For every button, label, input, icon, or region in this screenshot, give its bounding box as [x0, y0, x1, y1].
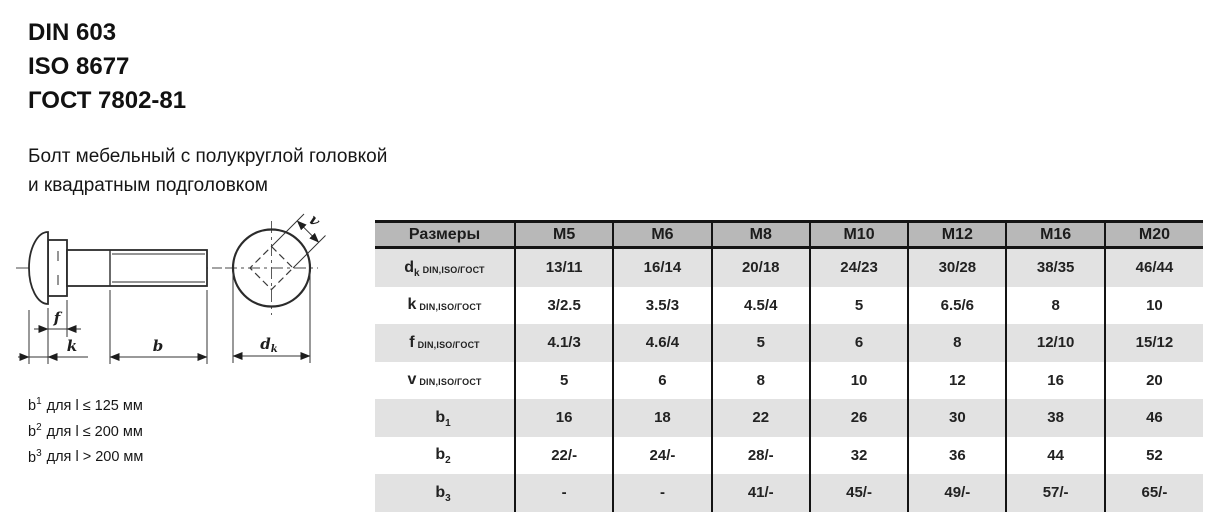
table-cell: 6 [613, 362, 711, 400]
table-cell: 10 [810, 362, 908, 400]
table-cell: 22 [712, 399, 810, 437]
standard-din: DIN 603 [28, 19, 117, 46]
table-cell: 10 [1105, 287, 1203, 325]
table-cell: 52 [1105, 437, 1203, 475]
table-cell: 8 [1006, 287, 1104, 325]
bolt-head-dome [29, 232, 48, 304]
table-cell: 4.1/3 [515, 324, 613, 362]
dimension-label-b: b [152, 337, 164, 355]
table-header-row [375, 222, 1203, 248]
table-cell: 32 [810, 437, 908, 475]
table-cell: 4.5/4 [712, 287, 810, 325]
table-cell: 44 [1006, 437, 1104, 475]
table-cell: 49/- [908, 474, 1006, 512]
front-view-dimensions [233, 214, 326, 363]
table-cell: 24/- [613, 437, 711, 475]
column-header-m8: M8 [712, 222, 810, 248]
table-cell: 46 [1105, 399, 1203, 437]
table-cell: 5 [515, 362, 613, 400]
table-cell: 30 [908, 399, 1006, 437]
table-cell: 28/- [712, 437, 810, 475]
table-cell: 22/- [515, 437, 613, 475]
table-cell: 18 [613, 399, 711, 437]
table-cell: 5 [810, 287, 908, 325]
row-label: v DIN,ISO/ГОСТ [407, 371, 482, 389]
table-cell: 13/11 [515, 248, 613, 287]
table-cell: 30/28 [908, 248, 1006, 287]
column-header-m16: M16 [1006, 222, 1104, 248]
dimension-label-dk: $d_k$ [260, 335, 278, 355]
row-label: $b_2$ [435, 446, 451, 467]
table-cell: 41/- [712, 474, 810, 512]
table-cell: 38/35 [1006, 248, 1104, 287]
footnote-b3: $b^3$ для l > 200 мм [28, 447, 144, 466]
column-header-m12: M12 [908, 222, 1006, 248]
table-cell: 45/- [810, 474, 908, 512]
table-cell: 36 [908, 437, 1006, 475]
column-header-m5: M5 [515, 222, 613, 248]
standard-gost: ГОСТ 7802-81 [28, 87, 187, 114]
table-row-v [375, 362, 1203, 400]
bolt-front-view [225, 221, 318, 315]
square-neck [48, 240, 67, 296]
table-row-k [375, 287, 1203, 325]
dimensions-table [375, 220, 1203, 512]
table-row-b1 [375, 399, 1203, 437]
footnote-b1: $b^1$ для l ≤ 125 мм [28, 396, 143, 414]
dimension-label-f: f [53, 309, 61, 327]
page-title-line2: и квадратным подголовком [28, 175, 268, 196]
column-header-m10: M10 [810, 222, 908, 248]
standards-block [28, 16, 186, 118]
table-cell: 65/- [1105, 474, 1203, 512]
bolt-shaft [67, 250, 207, 286]
table-cell: 38 [1006, 399, 1104, 437]
row-label: f DIN,ISO/ГОСТ [375, 324, 515, 362]
column-header-m20: M20 [1105, 222, 1203, 248]
footnotes [28, 391, 143, 468]
table-cell: 46/44 [1105, 248, 1203, 287]
table-row-b2 [375, 437, 1203, 475]
table-cell: - [515, 474, 613, 512]
table-cell: 20/18 [712, 248, 810, 287]
table-cell: - [613, 474, 711, 512]
row-label: k DIN,ISO/ГОСТ [407, 296, 482, 314]
table-row-f [375, 324, 1203, 362]
table-cell: 16 [1006, 362, 1104, 400]
table-cell: 26 [810, 399, 908, 437]
table-cell: 16 [515, 399, 613, 437]
table-cell: 5 [712, 324, 810, 362]
table-cell: 3/2.5 [515, 287, 613, 325]
standard-iso: ISO 8677 [28, 53, 130, 80]
dimension-label-k: k [66, 337, 78, 355]
table-cell: 6.5/6 [908, 287, 1006, 325]
row-label: $b_3$ [375, 474, 515, 512]
table-row-b3 [375, 474, 1203, 512]
dimension-label-v: v [305, 211, 324, 230]
table-cell: 15/12 [1105, 324, 1203, 362]
bolt-drawing [8, 195, 370, 375]
page-title [28, 142, 387, 200]
table-cell: 4.6/4 [613, 324, 711, 362]
table-cell: 16/14 [613, 248, 711, 287]
table-cell: 8 [712, 362, 810, 400]
column-header-m6: M6 [613, 222, 711, 248]
table-cell: 20 [1105, 362, 1203, 400]
table-cell: 57/- [1006, 474, 1104, 512]
column-header-sizes: Размеры [375, 222, 515, 248]
bolt-side-view [16, 232, 222, 304]
table-cell: 12/10 [1006, 324, 1104, 362]
table-row-dk [375, 248, 1203, 287]
table-cell: 6 [810, 324, 908, 362]
table-cell: 24/23 [810, 248, 908, 287]
row-label: $b_1$ [375, 399, 515, 437]
row-label: $d_k$ DIN,ISO/ГОСТ [375, 248, 515, 287]
table-cell: 12 [908, 362, 1006, 400]
page-title-line1: Болт мебельный с полукруглой головкой [28, 146, 388, 167]
table-cell: 8 [908, 324, 1006, 362]
table-cell: 3.5/3 [613, 287, 711, 325]
footnote-b2: $b^2$ для l ≤ 200 мм [28, 421, 143, 440]
